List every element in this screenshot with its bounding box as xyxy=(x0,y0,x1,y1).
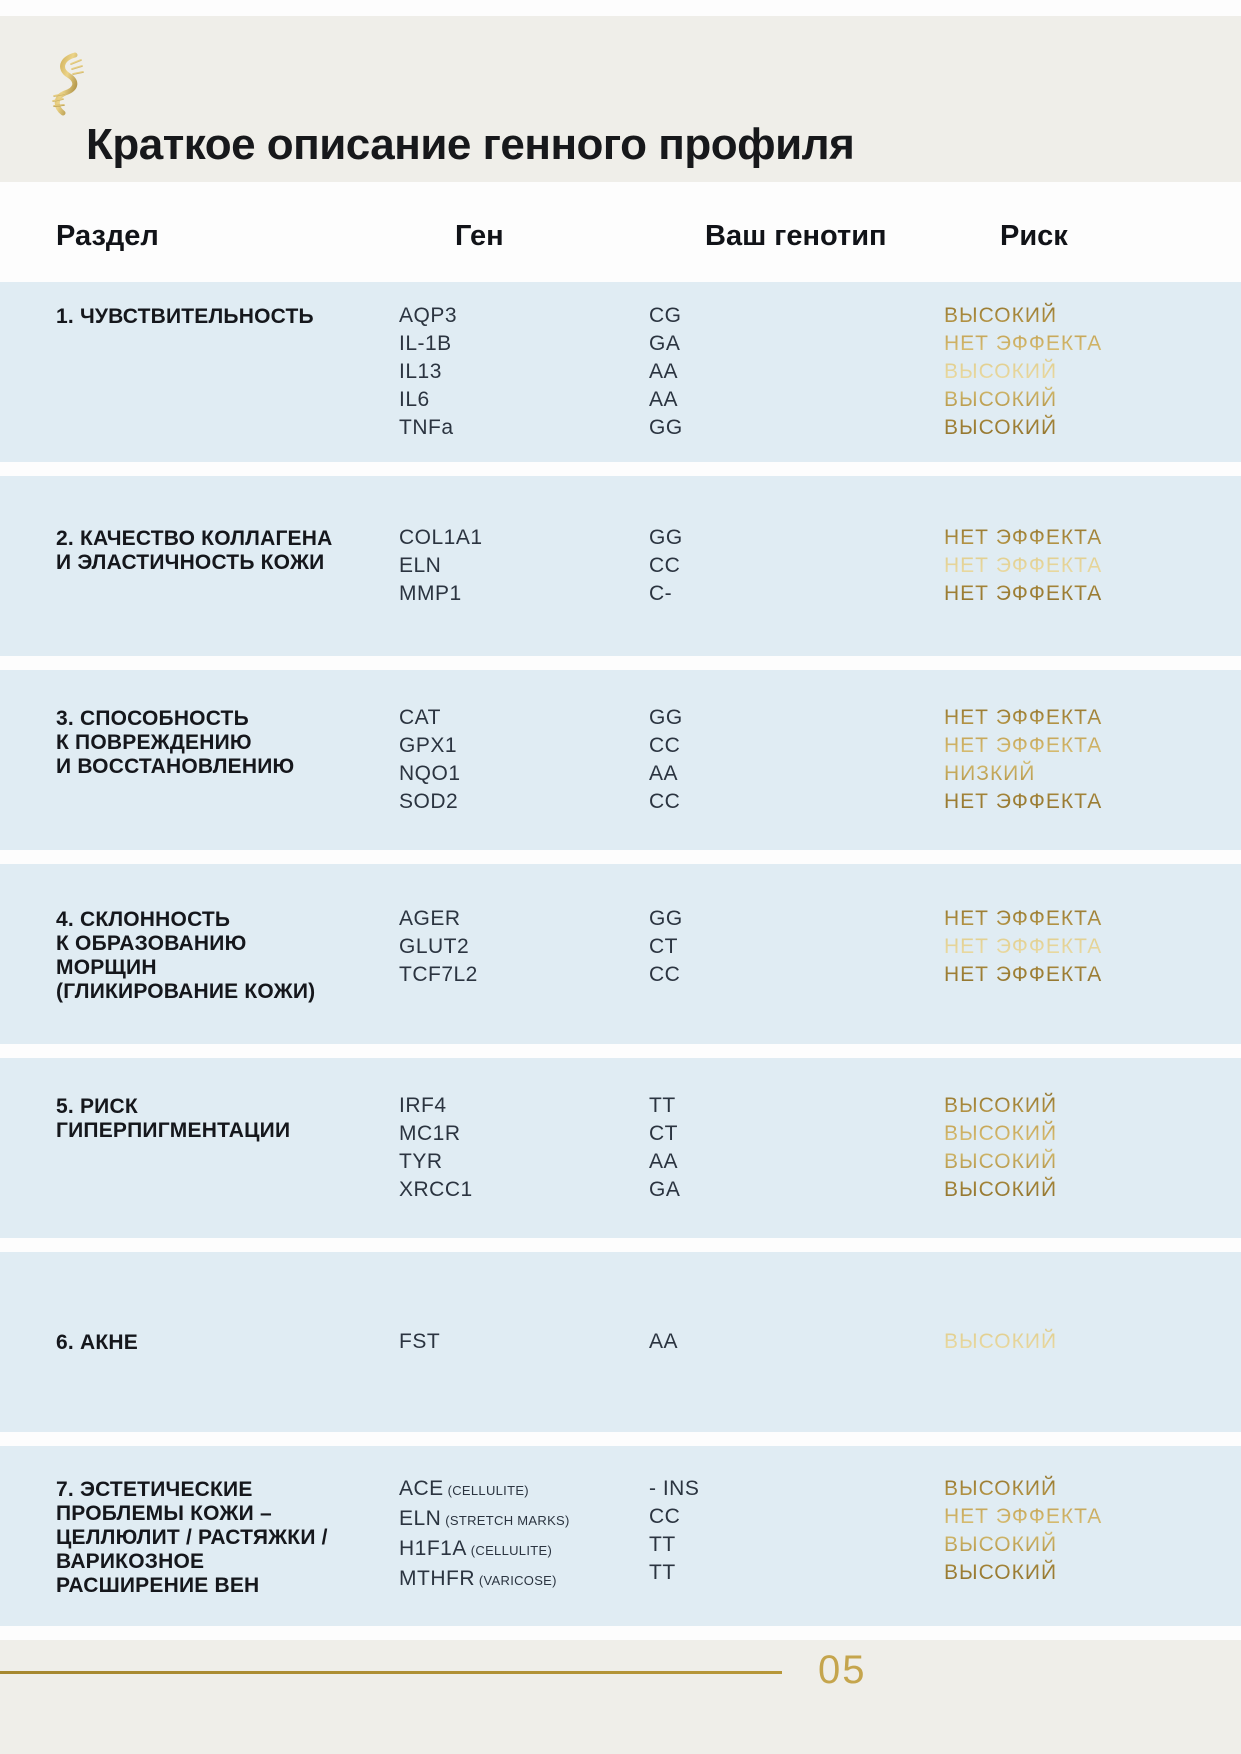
section-label-line: ГИПЕРПИГМЕНТАЦИИ xyxy=(56,1119,291,1142)
risk-value: НЕТ ЭФФЕКТА xyxy=(944,704,1241,732)
gene-name: H1F1A (CELLULITE) xyxy=(399,1536,553,1560)
section-label xyxy=(0,908,399,1004)
risk-value: НЕТ ЭФФЕКТА xyxy=(944,524,1241,552)
dna-logo-icon xyxy=(50,52,86,116)
section-block-2 xyxy=(0,476,1241,656)
risk-value: ВЫСОКИЙ xyxy=(944,1148,1241,1176)
section-label-line: 2. КАЧЕСТВО КОЛЛАГЕНА xyxy=(56,527,333,550)
section-block-7 xyxy=(0,1446,1241,1626)
gene-name: CAT xyxy=(399,706,441,729)
section-label xyxy=(0,527,399,575)
gene-name: SOD2 xyxy=(399,790,459,813)
gene-name: MMP1 xyxy=(399,582,462,605)
section-label-line: МОРЩИН xyxy=(56,955,157,979)
genotype-value: C- xyxy=(649,582,673,605)
risk-value: НЕТ ЭФФЕКТА xyxy=(944,905,1241,933)
risk-value: ВЫСОКИЙ xyxy=(944,1531,1241,1559)
risk-column xyxy=(944,905,1241,989)
risk-column xyxy=(944,1092,1241,1204)
genotype-column xyxy=(649,302,944,442)
gene-name: TYR xyxy=(399,1150,443,1173)
genotype-value: AA xyxy=(649,762,679,785)
genotype-value: AA xyxy=(649,1330,679,1353)
risk-column xyxy=(944,1328,1241,1356)
gene-column xyxy=(399,1328,649,1356)
genotype-value: CT xyxy=(649,934,678,958)
genotype-column xyxy=(649,1475,944,1587)
gene-name: NQO1 xyxy=(399,762,461,785)
genotype-value: GG xyxy=(649,706,683,729)
gene-name: ACE (CELLULITE) xyxy=(399,1476,529,1500)
genotype-column xyxy=(649,1328,944,1356)
section-block-5 xyxy=(0,1058,1241,1238)
risk-value: НЕТ ЭФФЕКТА xyxy=(944,580,1241,608)
genotype-value: TT xyxy=(649,1560,676,1584)
risk-value: ВЫСОКИЙ xyxy=(944,1559,1241,1587)
section-label-line: 4. СКЛОННОСТЬ xyxy=(56,907,231,931)
risk-value: ВЫСОКИЙ xyxy=(944,386,1241,414)
section-content xyxy=(0,524,1241,608)
risk-column xyxy=(944,302,1241,442)
genotype-column xyxy=(649,905,944,989)
gene-name: AGER xyxy=(399,906,461,930)
section-label-line: 3. СПОСОБНОСТЬ xyxy=(56,707,249,730)
section-content xyxy=(0,302,1241,442)
genotype-value: CC xyxy=(649,734,681,757)
risk-column xyxy=(944,704,1241,816)
risk-column xyxy=(944,524,1241,608)
gene-column xyxy=(399,1092,649,1204)
risk-value: НЕТ ЭФФЕКТА xyxy=(944,552,1241,580)
column-header-section: Раздел xyxy=(56,220,159,252)
gene-name: TNFa xyxy=(399,416,454,439)
genotype-value: GA xyxy=(649,1178,681,1201)
genotype-value: CC xyxy=(649,1504,681,1528)
risk-value: ВЫСОКИЙ xyxy=(944,1120,1241,1148)
genotype-value: CC xyxy=(649,962,681,986)
gene-note: (CELLULITE) xyxy=(466,1542,553,1558)
sections xyxy=(0,282,1241,1640)
section-block-3 xyxy=(0,670,1241,850)
gene-column xyxy=(399,1475,649,1595)
section-label-line: 5. РИСК xyxy=(56,1095,138,1118)
genotype-column xyxy=(649,524,944,608)
section-label-line: К ПОВРЕЖДЕНИЮ xyxy=(56,731,252,754)
risk-value: НЕТ ЭФФЕКТА xyxy=(944,961,1241,989)
gene-name: IL6 xyxy=(399,388,430,411)
gene-name: IRF4 xyxy=(399,1094,447,1117)
page-title: Краткое описание генного профиля xyxy=(86,120,855,169)
risk-value: НЕТ ЭФФЕКТА xyxy=(944,330,1241,358)
risk-column xyxy=(944,1475,1241,1587)
section-label xyxy=(0,305,399,329)
genotype-value: GG xyxy=(649,416,683,439)
genotype-value: CG xyxy=(649,304,682,327)
risk-value: ВЫСОКИЙ xyxy=(944,358,1241,386)
section-content xyxy=(0,1328,1241,1356)
gene-column xyxy=(399,524,649,608)
gene-name: FST xyxy=(399,1330,441,1353)
gene-name: ELN xyxy=(399,554,442,577)
section-label xyxy=(0,1095,399,1143)
section-label-line: 1. ЧУВСТВИТЕЛЬНОСТЬ xyxy=(56,305,314,328)
gene-name: IL-1B xyxy=(399,332,452,355)
gene-name: XRCC1 xyxy=(399,1178,473,1201)
risk-value: НЕТ ЭФФЕКТА xyxy=(944,732,1241,760)
genotype-value: AA xyxy=(649,388,679,411)
gene-column xyxy=(399,704,649,816)
risk-value: НЕТ ЭФФЕКТА xyxy=(944,788,1241,816)
section-label-line: 7. ЭСТЕТИЧЕСКИЕ xyxy=(56,1477,253,1501)
column-header-risk: Риск xyxy=(1000,220,1068,252)
gene-column xyxy=(399,302,649,442)
section-label xyxy=(0,707,399,779)
gene-note: (CELLULITE) xyxy=(443,1482,529,1498)
gene-note: (VARICOSE) xyxy=(474,1572,557,1588)
section-block-4 xyxy=(0,864,1241,1044)
risk-value: НЕТ ЭФФЕКТА xyxy=(944,1503,1241,1531)
genotype-value: CT xyxy=(649,1122,678,1145)
genotype-column xyxy=(649,704,944,816)
header-band xyxy=(0,16,1241,182)
gene-name: ELN (STRETCH MARKS) xyxy=(399,1506,570,1530)
section-label-line: К ОБРАЗОВАНИЮ xyxy=(56,931,247,955)
genotype-column xyxy=(649,1092,944,1204)
table-header-row xyxy=(0,182,1241,282)
risk-value: ВЫСОКИЙ xyxy=(944,1328,1241,1356)
section-content xyxy=(0,1092,1241,1204)
gene-name: COL1A1 xyxy=(399,526,483,549)
footer-band xyxy=(0,1640,1241,1754)
risk-value: ВЫСОКИЙ xyxy=(944,1176,1241,1204)
section-content xyxy=(0,1475,1241,1598)
section-block-1 xyxy=(0,282,1241,462)
section-label-line: (ГЛИКИРОВАНИЕ КОЖИ) xyxy=(56,979,316,1003)
section-label-line: ВАРИКОЗНОЕ xyxy=(56,1549,205,1573)
column-header-genotype: Ваш генотип xyxy=(705,220,887,252)
risk-value: ВЫСОКИЙ xyxy=(944,414,1241,442)
risk-value: НЕТ ЭФФЕКТА xyxy=(944,933,1241,961)
footer-divider-line xyxy=(0,1671,782,1674)
section-label-line: И ВОССТАНОВЛЕНИЮ xyxy=(56,755,295,778)
gene-name: GPX1 xyxy=(399,734,458,757)
gene-column xyxy=(399,905,649,989)
section-content xyxy=(0,905,1241,1004)
section-content xyxy=(0,704,1241,816)
risk-value: ВЫСОКИЙ xyxy=(944,1475,1241,1503)
genotype-value: AA xyxy=(649,360,679,383)
section-label-line: И ЭЛАСТИЧНОСТЬ КОЖИ xyxy=(56,551,325,574)
gene-name: MC1R xyxy=(399,1122,461,1145)
risk-value: ВЫСОКИЙ xyxy=(944,302,1241,330)
section-label-line: 6. АКНЕ xyxy=(56,1331,138,1354)
genotype-value: TT xyxy=(649,1094,676,1117)
page-number: 05 xyxy=(818,1648,867,1692)
genotype-value: - INS xyxy=(649,1476,700,1500)
genotype-value: CC xyxy=(649,554,681,577)
genotype-value: GG xyxy=(649,526,683,549)
gene-name: GLUT2 xyxy=(399,934,470,958)
gene-name: AQP3 xyxy=(399,304,458,327)
section-label-line: РАСШИРЕНИЕ ВЕН xyxy=(56,1573,260,1597)
section-block-6 xyxy=(0,1252,1241,1432)
gene-name: TCF7L2 xyxy=(399,962,478,986)
genotype-value: CC xyxy=(649,790,681,813)
column-header-gene: Ген xyxy=(455,220,504,252)
risk-value: НИЗКИЙ xyxy=(944,760,1241,788)
gene-name: MTHFR (VARICOSE) xyxy=(399,1566,557,1590)
risk-value: ВЫСОКИЙ xyxy=(944,1092,1241,1120)
genotype-value: GG xyxy=(649,906,683,930)
section-label xyxy=(0,1331,399,1355)
section-label-line: ПРОБЛЕМЫ КОЖИ – xyxy=(56,1501,272,1525)
genotype-value: AA xyxy=(649,1150,679,1173)
gene-name: IL13 xyxy=(399,360,442,383)
genotype-value: GA xyxy=(649,332,681,355)
genotype-value: TT xyxy=(649,1532,676,1556)
section-label-line: ЦЕЛЛЮЛИТ / РАСТЯЖКИ / xyxy=(56,1525,328,1549)
gene-note: (STRETCH MARKS) xyxy=(441,1512,570,1528)
section-label xyxy=(0,1478,399,1598)
